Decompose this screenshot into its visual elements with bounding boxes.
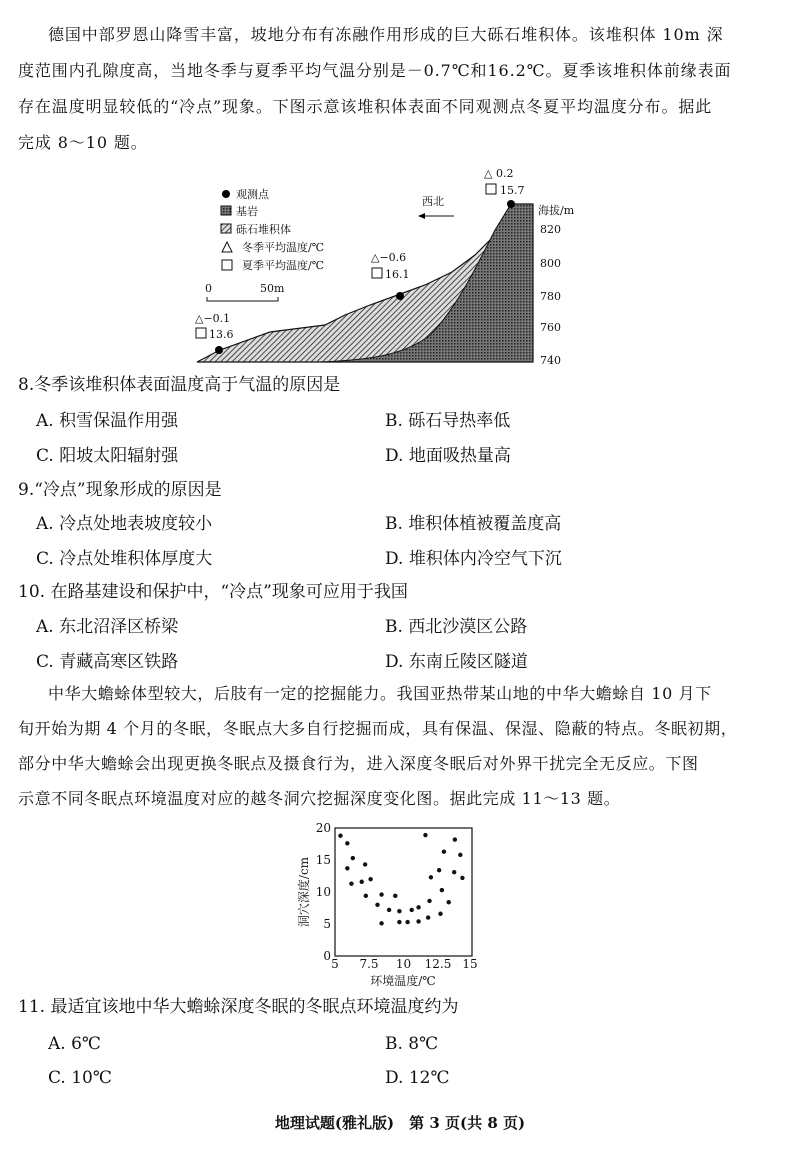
data-point [349, 881, 353, 885]
data-point [379, 892, 383, 896]
legend-winter: 冬季平均温度/℃ [242, 241, 325, 254]
x-axis-label: 环境温度/℃ [370, 974, 436, 988]
x-tick: 15 [462, 957, 478, 971]
point3-summer: 15.7 [500, 184, 525, 197]
data-point [345, 866, 349, 870]
option-c: C. 青藏高寒区铁路 [36, 652, 179, 672]
y-tick: 5 [323, 917, 331, 931]
y-tick: 0 [323, 949, 331, 963]
x-tick: 10 [395, 957, 412, 971]
passage-line: 中华大蟾蜍体型较大，后肢有一定的挖掘能力。我国亚热带某山地的中华大蟾蜍自 10 月下 [48, 684, 712, 703]
option-a: A. 冷点处地表坡度较小 [36, 514, 213, 534]
data-point [363, 862, 367, 866]
x-tick: 7.5 [359, 957, 379, 971]
data-point [338, 833, 342, 837]
option-d: D. 堆积体内冷空气下沉 [385, 549, 562, 569]
legend-bedrock: 基岩 [236, 205, 258, 218]
data-point [375, 903, 379, 907]
passage-line: 完成 8～10 题。 [18, 133, 148, 152]
option-c: C. 冷点处堆积体厚度大 [36, 549, 213, 569]
legend-summer: 夏季平均温度/℃ [242, 259, 325, 272]
tick: 740 [540, 354, 561, 367]
y-tick: 10 [315, 885, 331, 899]
data-point [368, 877, 372, 881]
y-tick: 15 [315, 853, 331, 867]
data-point [458, 853, 462, 857]
data-point [397, 920, 401, 924]
passage-line: 部分中华大蟾蜍会出现更换冬眠点及摄食行为，进入深度冬眠后对外界干扰完全无反应。下图 [18, 754, 699, 773]
data-point [442, 849, 446, 853]
option-b: B. 8℃ [385, 1034, 439, 1054]
data-point [410, 908, 414, 912]
data-point [438, 912, 442, 916]
passage-line: 度范围内孔隙度高，当地冬季与夏季平均气温分别是－0.7℃和16.2℃。夏季该堆积体前缘表面 [18, 61, 732, 80]
data-point [387, 908, 391, 912]
option-d: D. 地面吸热量高 [385, 446, 511, 466]
option-a: A. 6℃ [48, 1034, 101, 1054]
data-point [447, 900, 451, 904]
data-point [453, 837, 457, 841]
question-stem: 10. 在路基建设和保护中，“冷点”现象可应用于我国 [18, 582, 408, 602]
point2-summer: 16.1 [385, 268, 410, 281]
data-point [351, 856, 355, 860]
option-d: D. 12℃ [385, 1068, 450, 1088]
point1-summer: 13.6 [209, 328, 234, 341]
option-b: B. 砾石导热率低 [385, 411, 511, 431]
option-c: C. 阳坡太阳辐射强 [36, 446, 179, 466]
x-tick: 12.5 [424, 957, 452, 971]
point1-winter: △−0.1 [195, 312, 231, 325]
observation-point [396, 292, 404, 300]
observation-point [215, 346, 223, 354]
tick: 800 [540, 257, 561, 270]
passage-line: 旬开始为期 4 个月的冬眠，冬眠点大多自行挖掘而成，具有保温、保湿、隐蔽的特点。冬眠初期， [18, 719, 738, 738]
data-point [393, 894, 397, 898]
tick: 760 [540, 321, 561, 334]
option-b: B. 堆积体植被覆盖度高 [385, 514, 562, 534]
slope-profile-diagram [190, 160, 575, 370]
burrow-depth-scatter-chart [290, 815, 480, 990]
data-point [423, 833, 427, 837]
option-d: D. 东南丘陵区隧道 [385, 652, 528, 672]
option-a: A. 积雪保温作用强 [36, 411, 179, 431]
data-point [416, 919, 420, 923]
data-point [397, 909, 401, 913]
question-stem: 8.冬季该堆积体表面温度高于气温的原因是 [18, 375, 341, 395]
option-a: A. 东北沼泽区桥梁 [36, 617, 179, 637]
data-point [427, 899, 431, 903]
scale-50m: 50m [260, 282, 285, 295]
passage-line: 存在温度明显较低的“冷点”现象。下图示意该堆积体表面不同观测点冬夏平均温度分布。据此 [18, 97, 713, 116]
passage-line: 德国中部罗恩山降雪丰富，坡地分布有冻融作用形成的巨大砾石堆积体。该堆积体 10m 深 [48, 25, 724, 44]
data-point [460, 876, 464, 880]
page-footer: 地理试题(雅礼版) 第 3 页(共 8 页) [274, 1114, 526, 1132]
question-stem: 9.“冷点”现象形成的原因是 [18, 480, 222, 500]
option-b: B. 西北沙漠区公路 [385, 617, 528, 637]
point2-winter: △−0.6 [371, 251, 407, 264]
data-point [437, 868, 441, 872]
direction-label: 西北 [422, 195, 444, 208]
data-point [364, 894, 368, 898]
passage-line: 示意不同冬眠点环境温度对应的越冬洞穴挖掘深度变化图。据此完成 11～13 题。 [18, 789, 621, 808]
x-tick: 5 [331, 957, 339, 971]
legend-gravel: 砾石堆积体 [236, 223, 291, 236]
axis-title: 海拔/m [538, 204, 575, 217]
data-point [429, 875, 433, 879]
data-point [452, 870, 456, 874]
data-point [379, 921, 383, 925]
data-point [440, 888, 444, 892]
legend-observation: 观测点 [236, 188, 269, 201]
data-point [416, 905, 420, 909]
option-c: C. 10℃ [48, 1068, 112, 1088]
data-point [405, 920, 409, 924]
y-tick: 20 [315, 821, 331, 835]
data-point [345, 841, 349, 845]
data-point [426, 915, 430, 919]
tick: 780 [540, 290, 561, 303]
question-stem: 11. 最适宜该地中华大蟾蜍深度冬眠的冬眠点环境温度约为 [18, 997, 459, 1017]
scale-0: 0 [205, 282, 212, 295]
tick: 820 [540, 223, 561, 236]
point3-winter: △ 0.2 [484, 167, 514, 180]
observation-point [507, 200, 515, 208]
y-axis-label: 洞穴深度/cm [297, 856, 311, 928]
data-point [360, 880, 364, 884]
